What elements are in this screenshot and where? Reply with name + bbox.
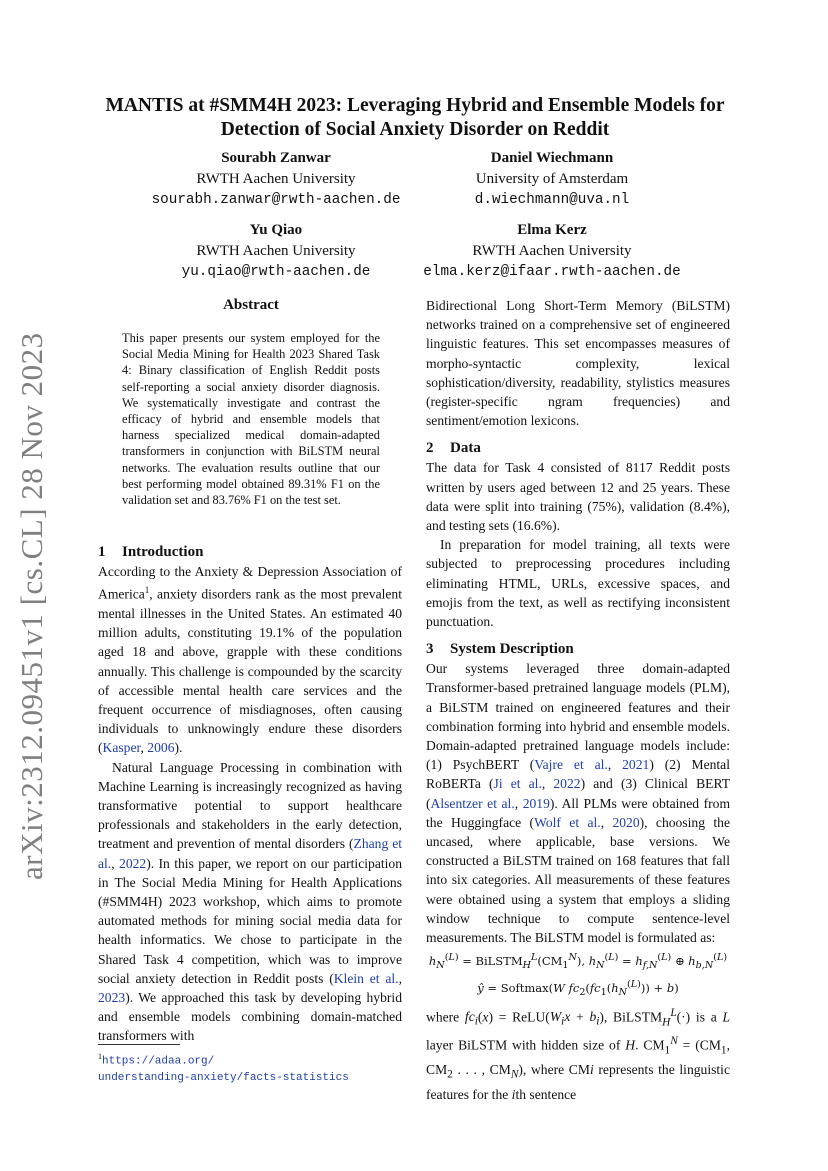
section-heading xyxy=(98,542,402,562)
intro-continuation: Bidirectional Long Short-Term Memory (BiLSTM) networks trained on a comprehensive set of engineered linguistic features. This set encompasses measures of morpho-syntactic complexity, lexical sophistication/diversity, readability, stylistics measures (register-specific ngram frequencies) and sentiment/emotion lexicons. xyxy=(426,298,730,429)
text-span: ). All PLMs were obtained from the Huggingface ( xyxy=(426,795,731,830)
footnote-number: 1 xyxy=(98,1052,102,1061)
section-number: 3 xyxy=(426,641,434,658)
system-paragraph-2: where $fc_i(x)$ = $ReLU(W_ix + b_i)$, BiLSTM$_H^L$(·) is a L layer BiLSTM with hidden size of H. $CM_1^N = (CM_1$, $CM_2$ . . . , $CM_N$), where CMi represents the linguistic features for the ith sentence xyxy=(426,1006,730,1103)
text-span: ). In this paper, we report on our participation in The Social Media Mining for Health Applications (#SMM4H) 2023 workshop, which aims to promote automated methods for mining social media data for health informatics. We chose to participate in the Shared Task 4 competition, which was to improve social anxiety detection in Reddit posts ( xyxy=(98,855,403,986)
author-affiliation: RWTH Aachen University xyxy=(196,171,356,187)
text-span: is a xyxy=(690,1009,723,1025)
author-affiliation: University of Amsterdam xyxy=(475,171,629,187)
text-span: th sentence xyxy=(515,1087,577,1103)
intro-paragraph-1: According to the Anxiety & Depression Association of America$^1$, anxiety disorders rank as the most prevalent mental illnesses in the United States. An estimated 40 million adults, constituting 19.1% of the population aged 18 and above, grapple with these conditions annually. This challenge is compounded by the scarcity of accessible mental health care services and the frequent occurrence of misdiagnoses, often causing individuals to unknowingly endure these disorders (Kasper, 2006). xyxy=(98,564,402,756)
citation-year-link[interactable]: 2023 xyxy=(98,990,126,1005)
author-name: Yu Qiao xyxy=(249,222,303,238)
citation-link[interactable]: Klein et al. xyxy=(333,970,399,986)
section-title: Data xyxy=(450,440,481,457)
author-name: Daniel Wiechmann xyxy=(490,150,614,166)
text-span: layer BiLSTM with hidden size of xyxy=(426,1037,626,1053)
right-column xyxy=(426,296,730,1105)
section-heading xyxy=(426,639,730,659)
footnote xyxy=(98,1049,408,1086)
data-paragraph-2: In preparation for model training, all texts were subjected to preprocessing procedures including eliminating HTML, URLs, excessive spaces, and emojis from the text, as well as rectifying inconsistent punctuation. xyxy=(426,537,730,630)
text-span: , where CM xyxy=(522,1062,590,1078)
author-affiliation: RWTH Aachen University xyxy=(472,243,632,259)
section-heading xyxy=(426,438,730,458)
paper-title: MANTIS at #SMM4H 2023: Leveraging Hybrid and Ensemble Models for Detection of Social Anxiety Disorder on Reddit xyxy=(105,95,725,140)
text-span: According to the Anxiety & Depression Association of America xyxy=(98,564,402,602)
section-number: 1 xyxy=(98,544,106,560)
system-paragraph-1: Our systems leveraged three domain-adapted Transformer-based pretrained language models (PLM), a BiLSTM trained on engineered features and their combination forming into hybrid and ensemble models. Domain-adapted pretrained language models include: (1) PsychBERT (Vajre et al., 2021) (2) Mental RoBERTa (Ji et al., 2022) and (3) Clinical BERT (Alsentzer et al., 2019). All PLMs were obtained from the Huggingface (Wolf et al., 2020), choosing the uncased, where applicable, base versions. We constructed a BiLSTM trained on 168 features that fall into six categories. All measurements of these features were obtained using a system that employs a sliding window technique to compute sentence-level measurements. The BiLSTM model is formulated as: xyxy=(426,661,731,946)
citation-year-link[interactable]: 2019 xyxy=(522,795,550,811)
data-paragraph-1: The data for Task 4 consisted of 8117 Reddit posts written by users aged between 12 and 25 years. These data were split into training (75%), validation (8.4%), and testing sets (16.6%). xyxy=(426,460,730,534)
text-span: . xyxy=(635,1037,644,1053)
text-span: where xyxy=(426,1009,465,1025)
author-block xyxy=(382,148,722,211)
text-span: ). xyxy=(174,740,183,756)
abstract-heading: Abstract xyxy=(223,297,279,313)
equation-2: ŷ = Softmax(W $fc_2(fc_1(h_N^{(L)})) + b$) xyxy=(477,979,679,999)
citation-year-link[interactable]: 2022 xyxy=(553,776,581,792)
citation-year-link[interactable]: 2006 xyxy=(147,740,175,756)
author-block xyxy=(382,220,722,283)
text-span: represents the linguistic features for the xyxy=(426,1062,730,1103)
author-affiliation: RWTH Aachen University xyxy=(196,243,356,259)
text-span: , anxiety disorders rank as the most prevalent mental illnesses in the United States. An estimated 40 million adults, constituting 19.1% of the population aged 18 and above, grapple with these conditions annually. This challenge is compounded by the scarcity of accessible mental health care services and the frequent occurrence of misdiagnoses, often causing individuals to unknowingly endure these disorders ( xyxy=(98,586,402,756)
citation-year-link[interactable]: 2022 xyxy=(119,855,147,871)
text-span: Our systems leveraged three domain-adapted Transformer-based pretrained language models (PLM), a BiLSTM trained on engineered features and their combination forming into hybrid and ensemble models. Domain-adapted pretrained language models include: (1) PsychBERT ( xyxy=(426,661,730,773)
text-span: ) (2) Mental RoBERTa ( xyxy=(426,757,730,792)
citation-year-link[interactable]: 2021 xyxy=(622,757,650,773)
citation-link[interactable]: Wolf et al. xyxy=(534,814,601,830)
author-email[interactable]: elma.kerz@ifaar.rwth-aachen.de xyxy=(423,264,681,280)
citation-link[interactable]: Zhang et al. xyxy=(98,836,403,871)
section-number: 2 xyxy=(426,440,434,457)
abstract-text: This paper presents our system employed for the Social Media Mining for Health 2023 Shared Task 4: Binary classification of English Reddit posts self-reporting a social anxiety disorder diagnosis. We systematically investigate and contrast the efficacy of hybrid and ensemble models that harness specialized medical domain-adapted transformers in conjunction with BiLSTM neural networks. The evaluation results outline that our best performing model obtained 89.31% F1 on the validation set and 83.76% F1 on the test set. xyxy=(122,331,380,508)
citation-link[interactable]: Alsentzer et al. xyxy=(430,795,515,811)
text-span: ), choosing the uncased, where applicable, base versions. We constructed a BiLSTM trained on 168 features that fall into six categories. All measurements of these features were obtained using a system that employs a sliding window technique to compute sentence-level measurements. The BiLSTM model is formulated as: xyxy=(426,814,730,946)
citation-link[interactable]: Ji et al. xyxy=(493,776,542,792)
author-email[interactable]: yu.qiao@rwth-aachen.de xyxy=(181,264,371,280)
equation-1: $h_N^{(L)}$ = $BiLSTM_H^L(CM_1^N)$, $h_N^{(L)} = h_{f,N}^{(L)}$ ⊕ $h_{b,N}^{(L)}$ xyxy=(428,952,728,972)
text-span: ) and (3) Clinical BERT ( xyxy=(426,776,730,811)
footnote-rule xyxy=(98,1044,180,1045)
author-name: Elma Kerz xyxy=(517,222,587,238)
text-span: ). We approached this task by developing hybrid and ensemble models combining domain-matched transformers with xyxy=(98,990,402,1044)
intro-paragraph-2: Natural Language Processing in combination with Machine Learning is increasingly recognized as having transformative potential to support healthcare professionals and stakeholders in the early detection, treatment and prevention of mental disorders (Zhang et al., 2022). In this paper, we report on our participation in The Social Media Mining for Health Applications (#SMM4H) 2023 workshop, which aims to promote automated methods for mining social media data for health informatics. We chose to participate in the Shared Task 4 competition, which was to improve social anxiety detection in Reddit posts (Klein et al., 2023). We approached this task by developing hybrid and ensemble models combining domain-matched transformers with xyxy=(98,759,403,1044)
left-column xyxy=(98,542,402,1046)
text-span: Natural Language Processing in combination with Machine Learning is increasingly recognized as having transformative potential to support healthcare professionals and stakeholders in the early detection, treatment and prevention of mental disorders ( xyxy=(98,759,402,852)
section-title: Introduction xyxy=(122,544,204,560)
citation-link[interactable]: Kasper xyxy=(102,740,141,756)
section-title: System Description xyxy=(450,641,574,658)
arxiv-stamp: arXiv:2312.09451v1 [cs.CL] 28 Nov 2023 xyxy=(14,332,49,880)
footnote-mark[interactable]: 1 xyxy=(144,585,150,596)
footnote-url[interactable]: https://adaa.org/ xyxy=(102,1055,215,1068)
author-name: Sourabh Zanwar xyxy=(221,150,331,166)
author-email[interactable]: d.wiechmann@uva.nl xyxy=(474,192,630,208)
author-email[interactable]: sourabh.zanwar@rwth-aachen.de xyxy=(151,192,401,208)
footnote-url-cont[interactable]: understanding-anxiety/facts-statistics xyxy=(98,1071,349,1084)
citation-year-link[interactable]: 2020 xyxy=(612,814,640,830)
citation-link[interactable]: Vajre et al. xyxy=(534,757,608,773)
